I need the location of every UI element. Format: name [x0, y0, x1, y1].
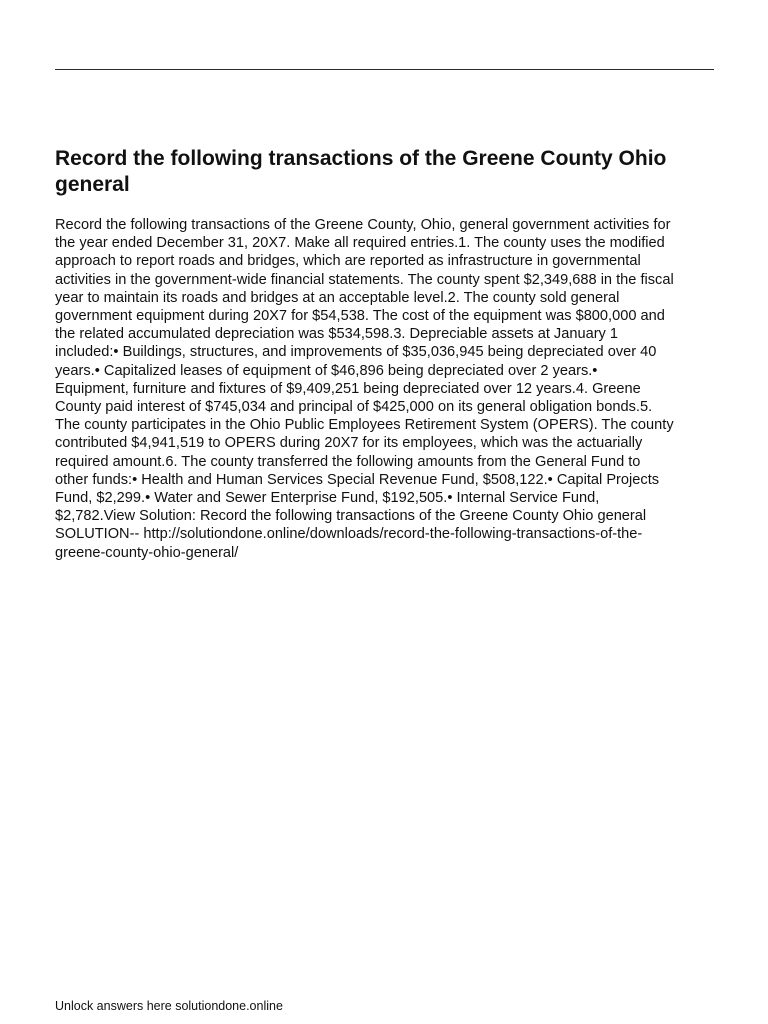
- header-divider: [55, 69, 714, 70]
- body-line: activities in the government-wide financial statements. The county spent $2,349,688 in the fiscal: [55, 271, 674, 288]
- solution-link-line[interactable]: greene-county-ohio-general/: [55, 544, 239, 561]
- body-line: $2,782.View Solution: Record the following transactions of the Greene County Ohio general: [55, 508, 647, 525]
- body-line: County paid interest of $745,034 and principal of $425,000 on its general obligation bonds.5.: [55, 399, 653, 416]
- document-body: [55, 216, 715, 562]
- body-line: the year ended December 31, 20X7. Make all required entries.1. The county uses the modified: [55, 235, 665, 252]
- body-line: Fund, $2,299.• Water and Sewer Enterprise Fund, $192,505.• Internal Service Fund,: [55, 490, 600, 507]
- body-line: years.• Capitalized leases of equipment of $46,896 being depreciated over 2 years.•: [55, 362, 598, 379]
- body-line: contributed $4,941,519 to OPERS during 20X7 for its employees, which was the actuarially: [55, 435, 643, 452]
- body-line: included:• Buildings, structures, and improvements of $35,036,945 being depreciated over 40: [55, 344, 657, 361]
- footer-unlock-text: Unlock answers here solutiondone.online: [55, 999, 283, 1013]
- body-line: the related accumulated depreciation was $534,598.3. Depreciable assets at January 1: [55, 326, 619, 343]
- body-line: Equipment, furniture and fixtures of $9,409,251 being depreciated over 12 years.4. Greene: [55, 380, 641, 397]
- body-line: year to maintain its roads and bridges at an acceptable level.2. The county sold general: [55, 289, 620, 306]
- body-line: Record the following transactions of the Greene County, Ohio, general government activities for: [55, 217, 671, 233]
- body-line: The county participates in the Ohio Public Employees Retirement System (OPERS). The county: [55, 417, 674, 434]
- document-title: Record the following transactions of the Greene County Ohio general: [55, 147, 667, 196]
- body-line: required amount.6. The county transferred the following amounts from the General Fund to: [55, 453, 641, 470]
- solution-link-line[interactable]: SOLUTION-- http://solutiondone.online/downloads/record-the-following-transactions-of-the-: [55, 526, 643, 543]
- body-line: other funds:• Health and Human Services Special Revenue Fund, $508,122.• Capital Projects: [55, 471, 660, 488]
- body-line: approach to report roads and bridges, which are reported as infrastructure in governmental: [55, 253, 641, 270]
- body-line: government equipment during 20X7 for $54,538. The cost of the equipment was $800,000 and: [55, 308, 665, 325]
